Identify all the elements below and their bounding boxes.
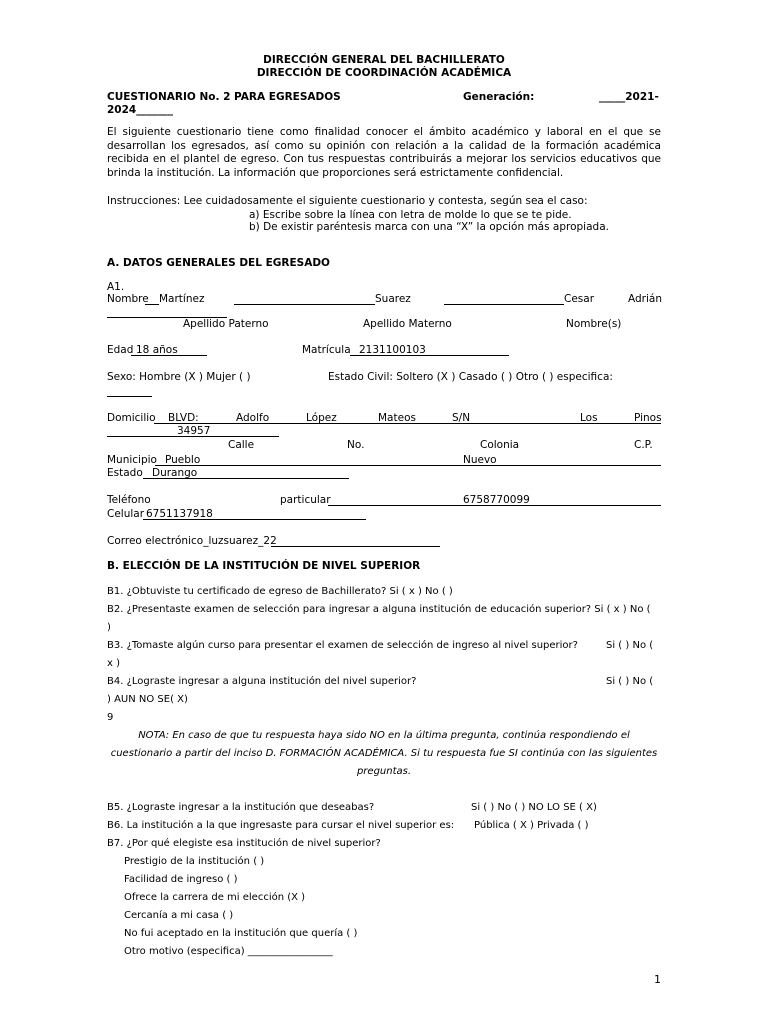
edad-value: 18 años: [136, 344, 178, 356]
edad-label: Edad: [107, 344, 134, 356]
edad-line: [131, 355, 207, 356]
question-b5: B5. ¿Lograste ingresar a la institución que deseabas?: [107, 802, 375, 813]
caption-calle: Calle: [228, 439, 255, 451]
intro-paragraph: El siguiente cuestionario tiene como finalidad conocer el ámbito académico y laboral en el que se desarrollan los egresados, así como su opinión con relación a la calidad de la formación académica recibida en el plantel de egreso. Con tus respuestas contribuirás a mejorar los servicios educativos que brinda la institución. La información que proporciones será estrictamente confidencial.: [107, 126, 661, 179]
option-item: Facilidad de ingreso ( ): [124, 874, 238, 885]
note-line-2: cuestionario a partir del inciso D. FORMACIÓN ACADÉMICA. Si tu respuesta fue SI continúa con las siguientes: [110, 748, 658, 759]
nombre-label: Nombre: [107, 293, 149, 305]
nombre-2-value: Adrián: [628, 293, 662, 305]
nombre-line-c: [444, 304, 564, 305]
note-line-3: preguntas.: [356, 766, 412, 777]
estado-label: Estado: [107, 467, 143, 479]
question-b4: B4. ¿Lograste ingresar a alguna institución del nivel superior?: [107, 676, 417, 687]
municipio-value: Pueblo: [165, 454, 201, 466]
option-item: Otro motivo (especifica) _________________: [124, 946, 333, 957]
page-number: 1: [654, 973, 661, 986]
particular-label: particular: [280, 494, 331, 506]
telefono-label: Teléfono: [107, 494, 151, 506]
option-item: Prestigio de la institución ( ): [124, 856, 265, 867]
question-b3-cont: x ): [107, 658, 120, 669]
question-b1: B1. ¿Obtuviste tu certificado de egreso de Bachillerato? Si ( x ) No ( ): [107, 586, 453, 597]
caption-no: No.: [347, 439, 365, 451]
stray-number: 9: [107, 712, 114, 723]
estado-line: [143, 478, 349, 479]
matricula-label: Matrícula: [302, 344, 351, 356]
note-line-1: NOTA: En caso de que tu respuesta haya sido NO en la última pregunta, continúa respondiendo el: [138, 730, 630, 741]
celular-value: 6751137918: [146, 508, 213, 520]
domicilio-word-3: López: [306, 412, 337, 424]
section-b-title: B. ELECCIÓN DE LA INSTITUCIÓN DE NIVEL SUPERIOR: [107, 560, 421, 572]
municipio-value-2: Nuevo: [463, 454, 497, 466]
particular-value: 6758770099: [463, 494, 530, 506]
generation-label: Generación:: [463, 91, 535, 103]
sexo-text: Sexo: Hombre (X ) Mujer ( ): [107, 371, 251, 383]
instruction-item-a: a) Escribe sobre la línea con letra de molde lo que se te pide.: [249, 209, 572, 221]
domicilio-word-2: Adolfo: [236, 412, 270, 424]
estado-value: Durango: [152, 467, 198, 479]
matricula-line: [350, 355, 509, 356]
header-line-2: DIRECCIÓN DE COORDINACIÓN ACADÉMICA: [256, 67, 512, 79]
instruction-item-b: b) De existir paréntesis marca con una “X” la opción más apropiada.: [249, 221, 609, 233]
caption-colonia: Colonia: [480, 439, 520, 451]
domicilio-word-4: Mateos: [378, 412, 416, 424]
generation-value: _____2021-: [599, 91, 659, 103]
domicilio-word-5: S/N: [452, 412, 471, 424]
question-b3: B3. ¿Tomaste algún curso para presentar el examen de selección de ingreso al nivel superior?: [107, 640, 578, 651]
domicilio-word-7: Pinos: [634, 412, 662, 424]
apellido-paterno-value: Martínez: [159, 293, 205, 305]
nombre-1-value: Cesar: [564, 293, 595, 305]
instructions-text: Instrucciones: Lee cuidadosamente el siguiente cuestionario y contesta, según sea el caso:: [107, 195, 588, 207]
question-b5-answer: Si ( ) No ( ) NO LO SE ( X): [471, 802, 597, 813]
header-line-1: DIRECCIÓN GENERAL DEL BACHILLERATO: [263, 54, 505, 66]
question-b2: B2. ¿Presentaste examen de selección para ingresar a alguna institución de educación superior? Si ( x ) No (: [107, 604, 651, 615]
cp-line: [107, 436, 279, 437]
generation-value-cont: 2024_______: [107, 104, 173, 116]
apellido-materno-value: Suarez: [375, 293, 411, 305]
domicilio-word-1: BLVD:: [168, 412, 199, 424]
domicilio-label: Domicilio: [107, 412, 156, 424]
question-b4-answer: Si ( ) No (: [606, 676, 654, 687]
nombre-line-a: [145, 304, 159, 305]
caption-cp: C.P.: [634, 439, 653, 451]
question-b2-cont: ): [107, 622, 111, 633]
especifica-line: [107, 396, 152, 397]
question-b3-answer: Si ( ) No (: [606, 640, 654, 651]
celular-label: Celular: [107, 508, 145, 520]
option-item: Cercanía a mi casa ( ): [124, 910, 234, 921]
nombre-line-b: [234, 304, 375, 305]
estado-civil-text: Estado Civil: Soltero (X ) Casado ( ) Otro ( ) especifica:: [328, 371, 613, 383]
correo-line: [271, 546, 440, 547]
celular-line: [143, 519, 366, 520]
option-item: No fui aceptado en la institución que quería ( ): [124, 928, 358, 939]
question-b6-answer: Pública ( X ) Privada ( ): [474, 820, 589, 831]
caption-apellido-materno: Apellido Materno: [363, 318, 452, 330]
matricula-value: 2131100103: [359, 344, 426, 356]
section-a-title: A. DATOS GENERALES DEL EGRESADO: [107, 257, 330, 269]
municipio-line: [155, 465, 661, 466]
caption-nombres: Nombre(s): [566, 318, 622, 330]
caption-apellido-paterno: Apellido Paterno: [183, 318, 269, 330]
municipio-label: Municipio: [107, 454, 157, 466]
cp-value: 34957: [177, 425, 211, 437]
correo-text: Correo electrónico_luzsuarez_22: [107, 535, 277, 547]
question-b7: B7. ¿Por qué elegiste esa institución de nivel superior?: [107, 838, 381, 849]
a1-label: A1.: [107, 281, 125, 293]
question-b4-cont: ) AUN NO SE( X): [107, 694, 188, 705]
questionnaire-title: CUESTIONARIO No. 2 PARA EGRESADOS: [107, 91, 341, 103]
domicilio-word-6: Los: [580, 412, 598, 424]
question-b6: B6. La institución a la que ingresaste para cursar el nivel superior es:: [107, 820, 455, 831]
option-item: Ofrece la carrera de mi elección (X ): [124, 892, 306, 903]
